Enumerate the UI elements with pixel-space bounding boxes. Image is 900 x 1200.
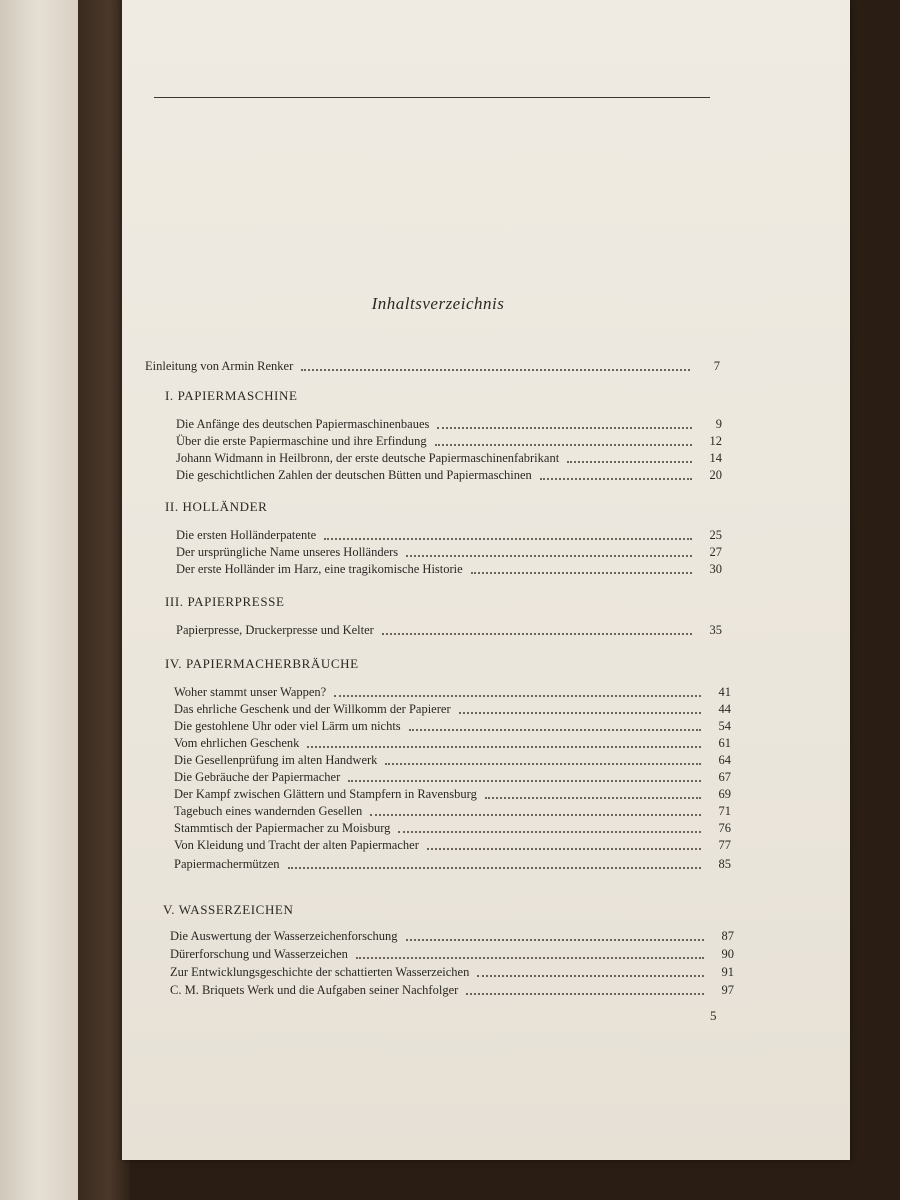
entry-title: Die geschichtlichen Zahlen der deutschen Bütten und Papiermaschinen [176,468,532,482]
entry-title: Die Auswertung der Wasserzeichenforschung [170,929,398,943]
toc-entry [174,699,731,717]
dot-leader [301,363,690,371]
toc-entry [174,818,731,836]
section-heading: III. PAPIERPRESSE [165,594,285,609]
entry-page: 77 [718,838,731,852]
entry-page: 12 [709,434,722,448]
toc-entry [176,542,722,560]
dot-leader [324,532,692,540]
page-number: 5 [710,1008,717,1023]
entry-page: 25 [709,528,722,542]
entry-page: 7 [713,359,720,373]
entry-page: 90 [721,947,734,961]
header-rule [154,97,710,98]
entry-title: Über die erste Papiermaschine und ihre Erfindung [176,434,427,448]
toc-entry [174,854,731,872]
dot-leader [406,933,704,941]
toc-entry [174,835,731,853]
section-heading: V. WASSERZEICHEN [163,902,294,917]
toc-entry [174,750,731,768]
entry-page: 35 [709,623,722,637]
dot-leader [471,566,692,574]
entry-title: Zur Entwicklungsgeschichte der schattierten Wasserzeichen [170,965,470,979]
dot-leader [540,472,692,480]
section-heading: I. PAPIERMASCHINE [165,388,298,403]
entry-title: Die ersten Holländerpatente [176,528,317,542]
entry-title: Papiermachermützen [174,857,280,871]
entry-title: Tagebuch eines wandernden Gesellen [174,804,363,818]
entry-page: 76 [718,821,731,835]
entry-title: Die gestohlene Uhr oder viel Lärm um nichts [174,719,401,733]
entry-page: 87 [721,929,734,943]
toc-entry [170,980,734,998]
facing-page-edge [0,0,80,1200]
entry-title: Einleitung von Armin Renker [145,359,294,373]
entry-title: Woher stammt unser Wappen? [174,685,327,699]
toc-entry [174,716,731,734]
entry-page: 54 [718,719,731,733]
entry-title: Das ehrliche Geschenk und der Willkomm der Papierer [174,702,451,716]
entry-page: 67 [718,770,731,784]
dot-leader [382,627,692,635]
entry-title: Johann Widmann in Heilbronn, der erste deutsche Papiermaschinenfabrikant [176,451,560,465]
dot-leader [437,421,692,429]
entry-title: Die Anfänge des deutschen Papiermaschinenbaues [176,417,430,431]
dot-leader [307,740,701,748]
entry-page: 97 [721,983,734,997]
entry-title: Der ursprüngliche Name unseres Holländers [176,545,399,559]
toc-entry [174,784,731,802]
entry-title: Die Gesellenprüfung im alten Handwerk [174,753,378,767]
toc-entry [174,767,731,785]
toc-entry [174,682,731,700]
dot-leader [385,757,701,765]
toc-entry-intro [145,356,720,374]
section-heading: IV. PAPIERMACHERBRÄUCHE [165,656,359,671]
dot-leader [409,723,701,731]
section-heading: II. HOLLÄNDER [165,499,268,514]
entry-page: 61 [718,736,731,750]
entry-title: Papierpresse, Druckerpresse und Kelter [176,623,374,637]
book-page [122,0,850,1160]
entry-title: Vom ehrlichen Geschenk [174,736,300,750]
page-title: Inhaltsverzeichnis [371,294,505,313]
entry-page: 64 [718,753,731,767]
toc-entry [176,414,722,432]
dot-leader [485,791,701,799]
entry-title: Die Gebräuche der Papiermacher [174,770,341,784]
dot-leader [567,455,692,463]
entry-page: 69 [718,787,731,801]
entry-page: 30 [709,562,722,576]
entry-title: Der Kampf zwischen Glättern und Stampfern in Ravensburg [174,787,477,801]
dot-leader [288,861,701,869]
toc-entry [176,448,722,466]
dot-leader [348,774,701,782]
toc-entry [174,801,731,819]
dot-leader [466,987,704,995]
dot-leader [427,842,701,850]
toc-entry [170,962,734,980]
dot-leader [356,951,704,959]
dot-leader [334,689,701,697]
dot-leader [370,808,701,816]
toc-entry [176,431,722,449]
toc-entry [174,733,731,751]
entry-page: 9 [715,417,722,431]
entry-title: Stammtisch der Papiermacher zu Moisburg [174,821,391,835]
toc-entry [176,559,722,577]
entry-page: 14 [709,451,722,465]
entry-page: 27 [709,545,722,559]
toc-entry [176,465,722,483]
toc-entry [176,620,722,638]
entry-page: 41 [718,685,731,699]
dot-leader [406,549,692,557]
toc-entry [170,926,734,944]
entry-title: Dürerforschung und Wasserzeichen [170,947,348,961]
entry-page: 20 [709,468,722,482]
entry-title: Von Kleidung und Tracht der alten Papiermacher [174,838,419,852]
dot-leader [398,825,701,833]
toc-entry [170,944,734,962]
dot-leader [459,706,701,714]
entry-title: C. M. Briquets Werk und die Aufgaben seiner Nachfolger [170,983,459,997]
entry-page: 71 [718,804,731,818]
entry-title: Der erste Holländer im Harz, eine tragikomische Historie [176,562,463,576]
entry-page: 85 [718,857,731,871]
dot-leader [435,438,692,446]
entry-page: 91 [721,965,734,979]
dot-leader [477,969,704,977]
entry-page: 44 [718,702,731,716]
toc-entry [176,525,722,543]
